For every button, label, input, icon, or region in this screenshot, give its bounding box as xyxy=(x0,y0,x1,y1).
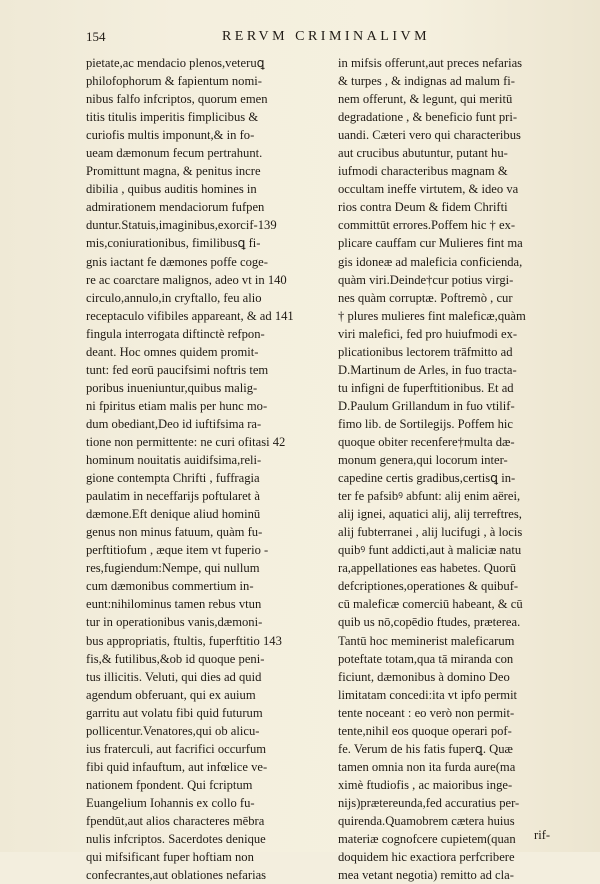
text-line: agendum obferuant, qui ex auium xyxy=(86,687,256,702)
text-line: receptaculo vifibiles appareant, & ad 141 xyxy=(86,308,294,323)
text-line: tamen omnia non ita furda aure(ma xyxy=(338,759,516,774)
text-line: degradatione , & beneficio funt pri- xyxy=(338,110,518,125)
text-line: ficiunt, dæmonibus à domino Deo xyxy=(338,669,510,684)
text-line: iufmodi characteribus magnam & xyxy=(338,164,508,179)
page-number: 154 xyxy=(86,29,106,44)
text-line: deant. Hoc omnes quidem promit- xyxy=(86,344,259,359)
text-line: confecrantes,aut oblationes nefarias xyxy=(86,868,267,883)
catchword: rif- xyxy=(534,828,551,842)
page-header xyxy=(86,29,566,49)
text-line: quibꝰ funt addicti,aut à maliciæ natu xyxy=(338,543,522,558)
text-line: fimo lib. de Sortilegijs. Poffem hic xyxy=(338,416,514,431)
text-line: Tantū hoc meminerist maleficarum xyxy=(338,633,515,648)
text-line: curiofis multis imponunt,& in fo- xyxy=(86,128,255,143)
text-line: alij fubterranei , alij lucifugi , à locis xyxy=(338,525,523,540)
text-line: & turpes , & indignas ad malum fi- xyxy=(338,74,515,89)
right-column xyxy=(338,54,574,884)
text-line: nes quàm corruptæ. Poftremò , cur xyxy=(338,290,513,305)
text-line: tunt: fed eorū paucifsimi noftris tem xyxy=(86,362,269,377)
text-line: fe. Verum de his fatis fuperꝗ. Quæ xyxy=(338,741,513,756)
text-line: res,fugiendum:Nempe, qui nullum xyxy=(86,561,260,576)
text-line: nibus falfo infcriptos, quorum emen xyxy=(86,92,268,107)
text-line: in mifsis offerunt,aut preces nefarias xyxy=(338,56,523,70)
text-line: ni fpiritus etiam malis per hunc mo- xyxy=(86,398,268,413)
text-line: † plures mulieres fint maleficæ,quàm xyxy=(338,308,526,323)
text-line: duntur.Statuis,imaginibus,exorcif-139 xyxy=(86,218,277,233)
text-line: tus illicitis. Veluti, qui dies ad quid xyxy=(86,669,262,684)
text-line: nationem fpondent. Qui fcriptum xyxy=(86,777,253,792)
text-line: perftitiofum , æque item vt fuperio - xyxy=(86,543,269,558)
text-line: tente noceant : eo verò non permit- xyxy=(338,705,515,720)
text-line: fpendūt,aut alios characteres mēbra xyxy=(86,813,265,828)
text-line: paulatim in neceffarijs poftularet à xyxy=(86,489,260,504)
text-line: viri malefici, fed pro huiufmodi ex- xyxy=(338,326,518,341)
text-line: poribus inueniuntur,quibus malig- xyxy=(86,380,258,395)
text-line: quàm viri.Deinde†cur potius virgi- xyxy=(338,272,514,287)
text-line: tente,nihil eos quoque operari pof- xyxy=(338,723,512,738)
text-line: dæmone.Eft denique aliud hominū xyxy=(86,507,261,522)
text-line: Euangelium Iohannis ex collo fu- xyxy=(86,795,255,810)
text-line: quib us nō,copēdio ftudes, præterea. xyxy=(338,615,521,630)
text-line: cū maleficæ comerciū habeant, & cū xyxy=(338,597,523,612)
text-line: tur in operationibus vanis,dæmoni- xyxy=(86,615,263,630)
text-line: pollicentur.Venatores,qui ob alicu- xyxy=(86,723,260,738)
text-line: uandi. Cæteri vero qui characteribus xyxy=(338,128,521,143)
text-line: monum genera,qui locorum inter- xyxy=(338,453,508,468)
text-line: D.Paulum Grillandum in fuo vtilif- xyxy=(338,398,515,413)
text-line: Promittunt magna, & penitus incre xyxy=(86,164,261,179)
text-line: tione non permittente: ne curi ofitasi 42 xyxy=(86,434,286,449)
text-line: cum dæmonibus commertium in- xyxy=(86,579,254,594)
text-line: fibi quid infauftum, aut infœlice ve- xyxy=(86,759,268,774)
text-line: bus appropriatis, ftultis, fuperftitio 143 xyxy=(86,633,282,648)
text-line: ximè ftudiofis , ac maioribus inge- xyxy=(338,777,513,792)
text-line: occultam ineffe virtutem, & ideo va xyxy=(338,182,519,197)
text-line: titis titulis imperitis fimplicibus & xyxy=(86,110,259,125)
text-line: circulo,annulo,in cryftallo, feu alio xyxy=(86,290,262,305)
text-line: qui mifsificant fuper hoftiam non xyxy=(86,850,254,865)
text-line: poteftate totam,qua tā miranda con xyxy=(338,651,514,666)
text-line: pietate,ac mendacio plenos,veteruꝗ xyxy=(86,56,265,70)
text-line: ter fe pafsibꝰ abfunt: alij enim aërei, xyxy=(338,489,521,504)
text-line: mea vetant negotia) remitto ad cla- xyxy=(338,868,514,883)
text-line: dum obediant,Deo id iuftifsima ra- xyxy=(86,416,262,431)
text-line: doquidem hic exactiora perfcribere xyxy=(338,850,515,865)
text-line: committūt errores.Poffem hic † ex- xyxy=(338,218,516,233)
text-line: nem offerunt, & legunt, qui meritū xyxy=(338,92,513,107)
text-line: garritu aut volatu fibi quid futurum xyxy=(86,705,263,720)
text-line: nijs)prætereunda,fed accuratius per- xyxy=(338,795,520,810)
text-line: quirenda.Quamobrem cætera huius xyxy=(338,813,515,828)
text-line: plicare cauffam cur Mulieres fint ma xyxy=(338,236,523,251)
text-line: admirationem mendaciorum fufpen xyxy=(86,200,265,215)
text-line: nulis infcriptos. Sacerdotes denique xyxy=(86,832,266,847)
text-line: gione contempta Chrifti , fuffragia xyxy=(86,471,260,486)
text-line: alij ignei, aquatici alij, alij terreftres, xyxy=(338,507,522,522)
text-line: genus non minus fatuum, quàm fu- xyxy=(86,525,263,540)
text-line: ra,appellationes eas habetes. Quorū xyxy=(338,561,516,576)
text-line: tu infigni de fuperftitionibus. Et ad xyxy=(338,380,514,395)
text-line: gnis iactant fe dæmones poffe coge- xyxy=(86,254,268,269)
text-line: re ac coarctare malignos, adeo vt in 140 xyxy=(86,272,287,287)
text-line: fingula interrogata diftinctè refpon- xyxy=(86,326,265,341)
text-line: ueam dæmonum fecum pertrahunt. xyxy=(86,146,263,161)
text-line: dibilia , quibus auditis homines in xyxy=(86,182,257,197)
text-line: materiæ cognofcere cupietem(quan xyxy=(338,832,516,847)
text-line: quoque obiter recenfere†multa dæ- xyxy=(338,434,515,449)
text-line: rios contra Deum & fidem Chrifti xyxy=(338,200,508,215)
text-line: plicationibus lectorem trāfmitto ad xyxy=(338,344,513,359)
running-head: RERVM CRIMINALIVM xyxy=(221,29,431,44)
text-line: fis,& futilibus,&ob id quoque peni- xyxy=(86,651,265,666)
text-line: eunt:nihilominus tamen rebus vtun xyxy=(86,597,262,612)
left-column xyxy=(86,54,332,884)
text-line: aut crucibus abutuntur, putant hu- xyxy=(338,146,508,161)
text-line: capedine certis gradibus,certisꝗ in- xyxy=(338,471,516,486)
text-line: D.Martinum de Arles, in fuo tracta- xyxy=(338,362,517,377)
text-line: ius fraterculi, aut facrifici occurfum xyxy=(86,741,267,756)
text-line: gis idoneæ ad maleficia conficienda, xyxy=(338,254,523,269)
text-line: limitatam concedi:ita vt ipfo permit xyxy=(338,687,518,702)
text-line: philofophorum & fapientum nomi- xyxy=(86,74,262,89)
text-line: hominum nouitatis auidifsima,reli- xyxy=(86,453,262,468)
text-line: mis,coniurationibus, fimilibusꝗ fi- xyxy=(86,236,261,251)
text-line: defcriptiones,operationes & quibuf- xyxy=(338,579,519,594)
